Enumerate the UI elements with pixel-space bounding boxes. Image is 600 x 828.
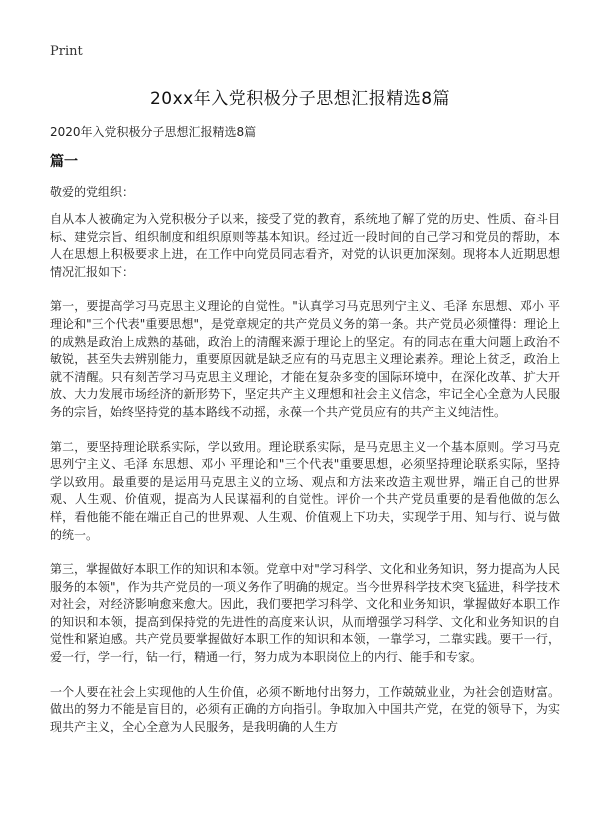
document-subtitle: 2020年入党积极分子思想汇报精选8篇: [50, 125, 257, 139]
print-link[interactable]: Print: [50, 44, 83, 59]
paragraph-third-point: 第三，掌握做好本职工作的知识和本领。党章中对"学习科学、文化和业务知识，努力提高为人民服务的本领"，作为共产党员的一项义务作了明确的规定。当今世界科学技术突飞猛进，科学技术对社会，对经济影响愈来愈大。因此，我们要把学习科学、文化和业务知识，掌握做好本职工作的知识和本领，提高到保持党的先进性的高度来认识，从而增强学习科学、文化和业务知识的自觉性和紧迫感。共产党员要掌握做好本职工作的知识和本领，一靠学习，二靠实践。要干一行，爱一行，学一行，钻一行，精通一行，努力成为本职岗位上的内行、能手和专家。: [50, 562, 560, 665]
paragraph-intro: 自从本人被确定为入党积极分子以来，接受了党的教育，系统地了解了党的历史、性质、奋斗目标、建党宗旨、组织制度和组织原则等基本知识。经过近一段时间的自己学习和党员的帮助，本人在思想上积极要求上进，在工作中向党员同志看齐，对党的认识更加深刻。现将本人近期思想情况汇报如下：: [50, 212, 560, 279]
document-title: 20xx年入党积极分子思想汇报精选8篇: [149, 89, 451, 109]
paragraph-first-point: 第一，要提高学习马克思主义理论的自觉性。"认真学习马克思列宁主义、毛泽 东思想、邓小 平理论和"三个代表"重要思想"，是党章规定的共产党员义务的第一条。共产党员必须懂得：理论上的成熟是政治上成熟的基础，政治上的清醒来源于理论上的坚定。有的同志在重大问题上政治不敏锐，甚至失去辨别能力，重要原因就是缺乏应有的马克思主义理论素养。理论上贫乏，政治上就不清醒。只有刻苦学习马克思主义理论，才能在复杂多变的国际环境中，在深化改革、扩大开放、大力发展市场经济的新形势下，坚定共产主义理想和社会主义信念，牢记全心全意为人民服务的宗旨，始终坚持党的基本路线不动摇，永葆一个共产党员应有的共产主义纯洁性。: [50, 299, 560, 419]
paragraph-closing: 一个人要在社会上实现他的人生价值，必须不断地付出努力，工作兢兢业业，为社会创造财富。做出的努力不能是盲目的，必须有正确的方向指引。争取加入中国共产党，在党的领导下，为实现共产主义，全心全意为人民服务，是我明确的人生方: [50, 684, 560, 734]
paragraph-second-point: 第二，要坚持理论联系实际，学以致用。理论联系实际，是马克思主义一个基本原则。学习马克思列宁主义、毛泽 东思想、邓小 平理论和"三个代表"重要思想，必须坚持理论联系实际，坚持学以致用。最重要的是运用马克思主义的立场、观点和方法来改造主观世界，端正自己的世界观、人生观、价值观，提高为人民谋福利的自觉性。评价一个共产党员重要的是看他做的怎么样，看他能不能在端正自己的世界观、人生观、价值观上下功夫，实现学于用、知与行、说与做的统一。: [50, 439, 560, 542]
greeting: 敬爱的党组织：: [50, 185, 135, 199]
document-body: [50, 211, 560, 753]
section-heading: 篇一: [50, 154, 78, 170]
